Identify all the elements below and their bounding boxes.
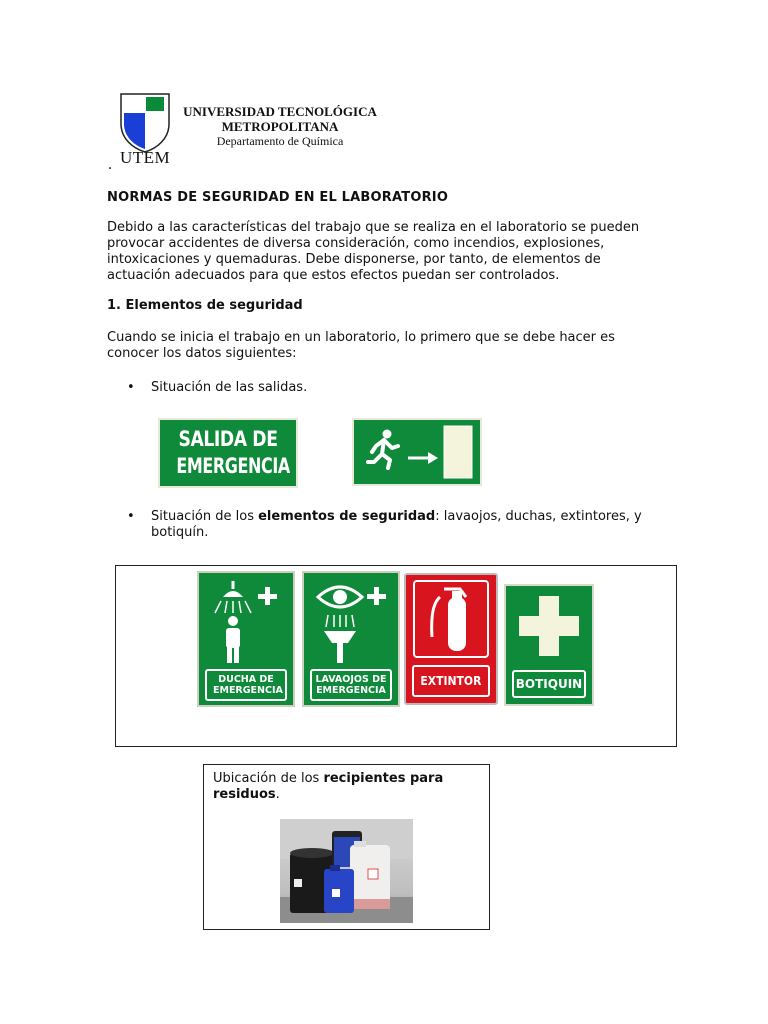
bullet-icon: •: [127, 380, 135, 395]
lavaojos-sign: [302, 571, 400, 707]
fire-extinguisher-icon: [406, 575, 496, 661]
exit-text-sign: [158, 418, 298, 488]
running-exit-icon: [354, 420, 480, 484]
residuos-text: [213, 771, 473, 803]
residuos-bold: recipientes para residuos: [213, 771, 444, 802]
bullet-salidas-text: Situación de las salidas.: [151, 380, 308, 395]
utem-logo: [118, 92, 174, 172]
extintor-label: EXTINTOR: [420, 674, 482, 688]
extintor-label-box: [412, 665, 490, 697]
botiquin-label-box: [512, 670, 586, 698]
botiquin-sign: [504, 584, 594, 706]
ducha-label: DUCHA DE EMERGENCIA: [213, 674, 283, 696]
lavaojos-label: LAVAOJOS DE EMERGENCIA: [315, 674, 387, 696]
ducha-label-box: [205, 669, 287, 701]
exit-sign-line1: SALIDA DE: [178, 427, 278, 451]
bullet2-prefix: Situación de los: [151, 509, 259, 524]
lavaojos-label-box: [310, 669, 392, 701]
eyewash-icon: [304, 573, 398, 669]
residuos-frame: [203, 764, 490, 930]
bullet2-suffix: : lavaojos, duchas, extintores, y botiquín.: [151, 509, 642, 540]
ducha-sign: [197, 571, 295, 707]
residuos-photo: [280, 819, 413, 923]
university-name: [180, 104, 380, 149]
shower-icon: [199, 573, 293, 669]
doc-title: NORMAS DE SEGURIDAD EN EL LABORATORIO: [107, 190, 449, 205]
section1-intro: Cuando se inicia el trabajo en un laboratorio, lo primero que se debe hacer es conocer los datos siguientes:: [107, 330, 615, 361]
exit-pictogram-sign: [352, 418, 482, 486]
department-name: Departamento de Química: [216, 134, 344, 148]
exit-sign-line2: EMERGENCIA: [176, 454, 290, 478]
residuos-suffix: .: [275, 787, 280, 802]
extintor-sign: [404, 573, 498, 705]
safety-elements-frame: [115, 565, 677, 747]
intro-paragraph: Debido a las características del trabajo que se realiza en el laboratorio se pueden provocar accidentes de diversa consideración, como incendios, explosiones, intoxicaciones y quemaduras. Debe disponerse, por tanto, de elementos de actuación adecuados para que estos efectos puedan ser controlados.: [107, 220, 640, 283]
residuos-prefix: Ubicación de los: [213, 771, 324, 786]
section1-title: 1. Elementos de seguridad: [107, 298, 303, 313]
shield-icon: [118, 92, 174, 154]
first-aid-cross-icon: [506, 586, 592, 670]
waste-containers-icon: [280, 819, 413, 923]
bullet-salidas: [127, 380, 308, 396]
bullet-icon: •: [127, 509, 135, 524]
bullet-elementos-text: [151, 509, 647, 541]
university-line2: METROPOLITANA: [221, 119, 339, 134]
bullet-elementos: [127, 509, 647, 541]
bullet2-bold: elementos de seguridad: [258, 509, 436, 524]
header-dot: .: [108, 156, 112, 173]
university-line1: UNIVERSIDAD TECNOLÓGICA: [183, 104, 377, 119]
botiquin-label: BOTIQUIN: [515, 677, 583, 691]
logo-text: UTEM: [120, 148, 171, 167]
